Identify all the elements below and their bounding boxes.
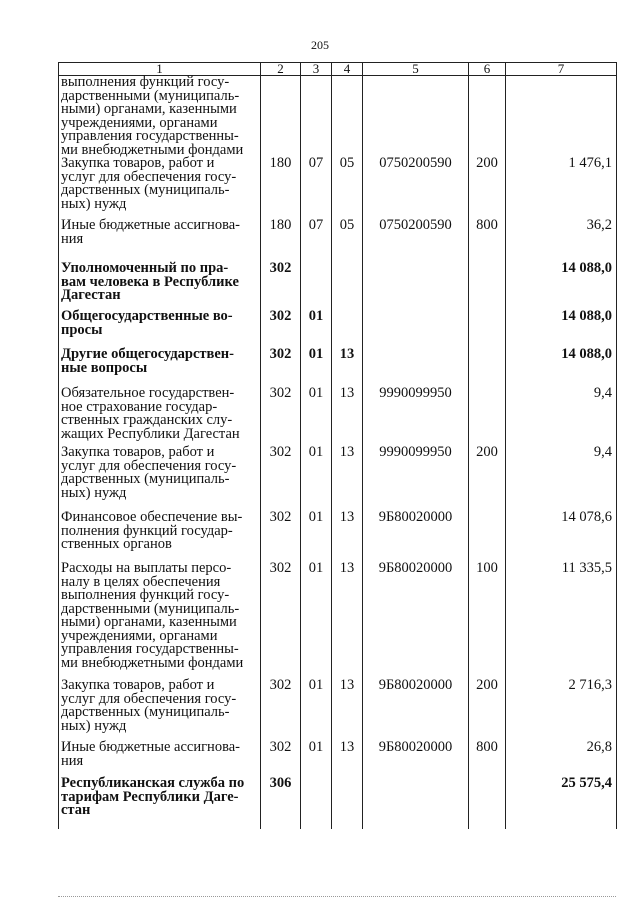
subsection-code-cell: 05 — [332, 219, 363, 262]
budget-table — [58, 62, 617, 829]
target-article-cell — [363, 262, 469, 310]
expense-type-cell — [469, 76, 506, 158]
ministry-code-cell: 302 — [261, 679, 301, 741]
row-name-cell: Республиканская служба по тарифам Республики Даге- стан — [59, 777, 261, 829]
ministry-code-cell — [261, 76, 301, 158]
target-article-cell: 9990099950 — [363, 446, 469, 511]
amount-cell — [506, 76, 617, 158]
expense-type-cell — [469, 262, 506, 310]
table-row — [59, 219, 617, 262]
ministry-code-cell: 302 — [261, 562, 301, 679]
section-code-cell: 01 — [301, 679, 332, 741]
amount-cell: 9,4 — [506, 387, 617, 446]
amount-cell: 14 078,6 — [506, 511, 617, 562]
ministry-code-cell: 302 — [261, 446, 301, 511]
table-row — [59, 777, 617, 829]
table-row — [59, 157, 617, 219]
amount-cell: 14 088,0 — [506, 348, 617, 387]
row-name-cell: Закупка товаров, работ и услуг для обеспечения госу- дарственных (муниципаль- ных) нужд — [59, 157, 261, 219]
ministry-code-cell: 180 — [261, 219, 301, 262]
amount-cell: 25 575,4 — [506, 777, 617, 829]
subsection-code-cell — [332, 262, 363, 310]
expense-type-cell: 800 — [469, 219, 506, 262]
expense-type-cell: 200 — [469, 679, 506, 741]
expense-type-cell: 200 — [469, 446, 506, 511]
subsection-code-cell: 13 — [332, 446, 363, 511]
subsection-code-cell — [332, 310, 363, 348]
page-number: 205 — [311, 38, 329, 52]
expense-type-cell — [469, 777, 506, 829]
section-code-cell: 01 — [301, 310, 332, 348]
subsection-code-cell: 13 — [332, 511, 363, 562]
row-name-cell: Иные бюджетные ассигнова- ния — [59, 219, 261, 262]
amount-cell: 14 088,0 — [506, 310, 617, 348]
row-name-cell: Уполномоченный по пра- вам человека в Республике Дагестан — [59, 262, 261, 310]
target-article-cell — [363, 310, 469, 348]
expense-type-cell — [469, 348, 506, 387]
section-code-cell: 07 — [301, 219, 332, 262]
table-row — [59, 348, 617, 387]
subsection-code-cell: 13 — [332, 387, 363, 446]
ministry-code-cell: 302 — [261, 741, 301, 777]
column-header: 2 — [261, 63, 301, 76]
amount-cell: 26,8 — [506, 741, 617, 777]
ministry-code-cell: 302 — [261, 348, 301, 387]
amount-cell: 36,2 — [506, 219, 617, 262]
subsection-code-cell — [332, 777, 363, 829]
expense-type-cell: 200 — [469, 157, 506, 219]
table-row — [59, 76, 617, 158]
row-name-cell: Общегосударственные во- просы — [59, 310, 261, 348]
row-name-cell: Финансовое обеспечение вы- полнения функций государ- ственных органов — [59, 511, 261, 562]
row-name-cell: Закупка товаров, работ и услуг для обеспечения госу- дарственных (муниципаль- ных) нужд — [59, 446, 261, 511]
table-row — [59, 310, 617, 348]
target-article-cell: 0750200590 — [363, 157, 469, 219]
table-row — [59, 511, 617, 562]
row-name-cell: Закупка товаров, работ и услуг для обеспечения госу- дарственных (муниципаль- ных) нужд — [59, 679, 261, 741]
ministry-code-cell: 180 — [261, 157, 301, 219]
section-code-cell: 01 — [301, 511, 332, 562]
target-article-cell: 9Б80020000 — [363, 562, 469, 679]
amount-cell: 9,4 — [506, 446, 617, 511]
row-name-cell: Обязательное государствен- ное страхование государ- ственных гражданских слу- жащих Республики Дагестан — [59, 387, 261, 446]
column-header: 1 — [59, 63, 261, 76]
ministry-code-cell: 302 — [261, 387, 301, 446]
row-name-cell: Другие общегосударствен- ные вопросы — [59, 348, 261, 387]
table-row — [59, 446, 617, 511]
ministry-code-cell: 302 — [261, 511, 301, 562]
expense-type-cell — [469, 310, 506, 348]
ministry-code-cell: 302 — [261, 310, 301, 348]
target-article-cell — [363, 76, 469, 158]
table-row — [59, 741, 617, 777]
column-header: 7 — [506, 63, 617, 76]
target-article-cell: 9Б80020000 — [363, 741, 469, 777]
section-code-cell: 07 — [301, 157, 332, 219]
ministry-code-cell: 302 — [261, 262, 301, 310]
target-article-cell — [363, 777, 469, 829]
table-row — [59, 387, 617, 446]
column-header: 6 — [469, 63, 506, 76]
section-code-cell — [301, 777, 332, 829]
amount-cell: 14 088,0 — [506, 262, 617, 310]
section-code-cell — [301, 76, 332, 158]
subsection-code-cell: 13 — [332, 348, 363, 387]
subsection-code-cell: 13 — [332, 562, 363, 679]
amount-cell: 11 335,5 — [506, 562, 617, 679]
table-row — [59, 679, 617, 741]
section-code-cell: 01 — [301, 387, 332, 446]
target-article-cell: 9Б80020000 — [363, 679, 469, 741]
section-code-cell: 01 — [301, 446, 332, 511]
subsection-code-cell — [332, 76, 363, 158]
expense-type-cell — [469, 387, 506, 446]
target-article-cell — [363, 348, 469, 387]
subsection-code-cell: 05 — [332, 157, 363, 219]
section-code-cell: 01 — [301, 348, 332, 387]
row-name-cell: Расходы на выплаты персо- налу в целях обеспечения выполнения функций госу- дарственными (муниципаль- ными) органами, казенными учреждениями, органами управления государственны- ми внебюджетными фондами — [59, 562, 261, 679]
page-bottom-rule — [58, 896, 616, 897]
table-row — [59, 262, 617, 310]
ministry-code-cell: 306 — [261, 777, 301, 829]
target-article-cell: 9Б80020000 — [363, 511, 469, 562]
expense-type-cell — [469, 511, 506, 562]
expense-type-cell: 100 — [469, 562, 506, 679]
section-code-cell: 01 — [301, 562, 332, 679]
expense-type-cell: 800 — [469, 741, 506, 777]
table-row — [59, 562, 617, 679]
section-code-cell — [301, 262, 332, 310]
subsection-code-cell: 13 — [332, 679, 363, 741]
target-article-cell: 9990099950 — [363, 387, 469, 446]
column-header: 5 — [363, 63, 469, 76]
column-header: 3 — [301, 63, 332, 76]
target-article-cell: 0750200590 — [363, 219, 469, 262]
subsection-code-cell: 13 — [332, 741, 363, 777]
row-name-cell: выполнения функций госу- дарственными (муниципаль- ными) органами, казенными учреждениями, органами управления государственны- ми внебюджетными фондами — [59, 76, 261, 158]
amount-cell: 2 716,3 — [506, 679, 617, 741]
row-name-cell: Иные бюджетные ассигнова- ния — [59, 741, 261, 777]
column-header: 4 — [332, 63, 363, 76]
amount-cell: 1 476,1 — [506, 157, 617, 219]
section-code-cell: 01 — [301, 741, 332, 777]
